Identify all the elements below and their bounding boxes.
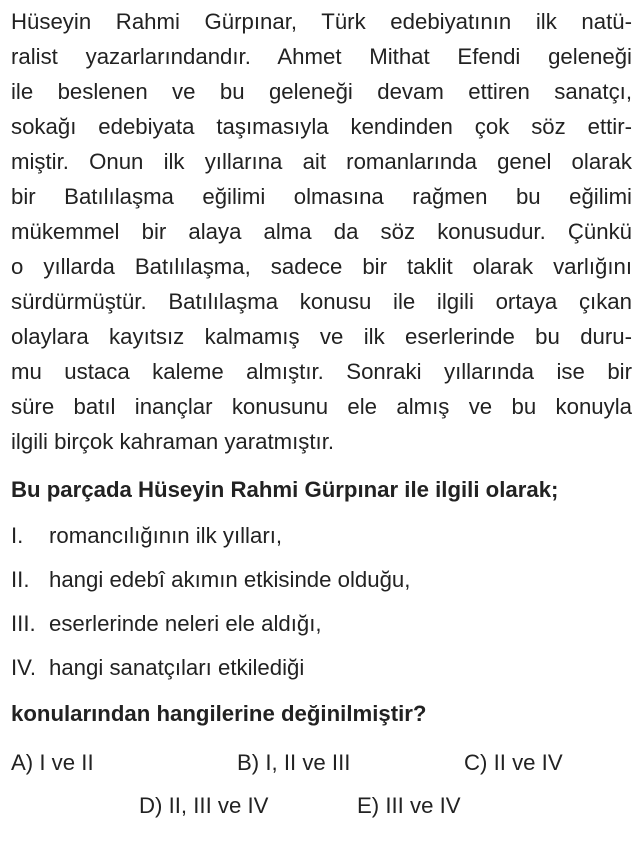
passage-line: miştir. Onun ilk yıllarına ait romanlarında genel olarak	[11, 149, 632, 174]
passage-line: bir Batılılaşma eğilimi olmasına rağmen bu eğilimi	[11, 184, 632, 209]
roman-item	[11, 655, 304, 681]
roman-numeral: II.	[11, 567, 30, 592]
choice-a[interactable]: A) I ve II	[11, 750, 94, 775]
passage-line: ralist yazarlarındandır. Ahmet Mithat Efendi geleneği	[11, 44, 632, 69]
roman-text: eserlerinde neleri ele aldığı,	[49, 611, 322, 636]
choice-d[interactable]: D) II, III ve IV	[139, 793, 269, 818]
roman-text: hangi edebî akımın etkisinde olduğu,	[49, 567, 411, 592]
roman-numeral: I.	[11, 523, 24, 548]
passage-line: o yıllarda Batılılaşma, sadece bir taklit olarak varlığını	[11, 254, 632, 279]
choice-e[interactable]: E) III ve IV	[357, 793, 461, 818]
roman-text: hangi sanatçıları etkilediği	[49, 655, 305, 680]
roman-numeral: IV.	[11, 655, 37, 680]
passage-line: süre batıl inançlar konusunu ele almış ve bu konuyla	[11, 394, 632, 419]
passage-line: ilgili birçok kahraman yaratmıştır.	[11, 429, 335, 454]
roman-text: romancılığının ilk yılları,	[49, 523, 283, 548]
roman-item	[11, 567, 410, 593]
passage-line: ile beslenen ve bu geleneği devam ettiren sanatçı,	[11, 79, 632, 104]
question-closing: konularından hangilerine değinilmiştir?	[11, 701, 427, 726]
choice-b[interactable]: B) I, II ve III	[237, 750, 351, 775]
question-stem: Bu parçada Hüseyin Rahmi Gürpınar ile ilgili olarak;	[11, 477, 559, 502]
roman-item	[11, 523, 282, 549]
choice-c[interactable]: C) II ve IV	[464, 750, 563, 775]
passage-line: mu ustaca kaleme almıştır. Sonraki yıllarında ise bir	[11, 359, 632, 384]
passage-line: sürdürmüştür. Batılılaşma konusu ile ilgili ortaya çıkan	[11, 289, 632, 314]
passage-line: olaylara kayıtsız kalmamış ve ilk eserlerinde bu duru-	[11, 324, 632, 349]
roman-item	[11, 611, 322, 637]
passage-line: mükemmel bir alaya alma da söz konusudur. Çünkü	[11, 219, 632, 244]
roman-numeral: III.	[11, 611, 36, 636]
passage-line: sokağı edebiyata taşımasıyla kendinden çok söz ettir-	[11, 114, 632, 139]
passage-line: Hüseyin Rahmi Gürpınar, Türk edebiyatının ilk natü-	[11, 9, 632, 34]
